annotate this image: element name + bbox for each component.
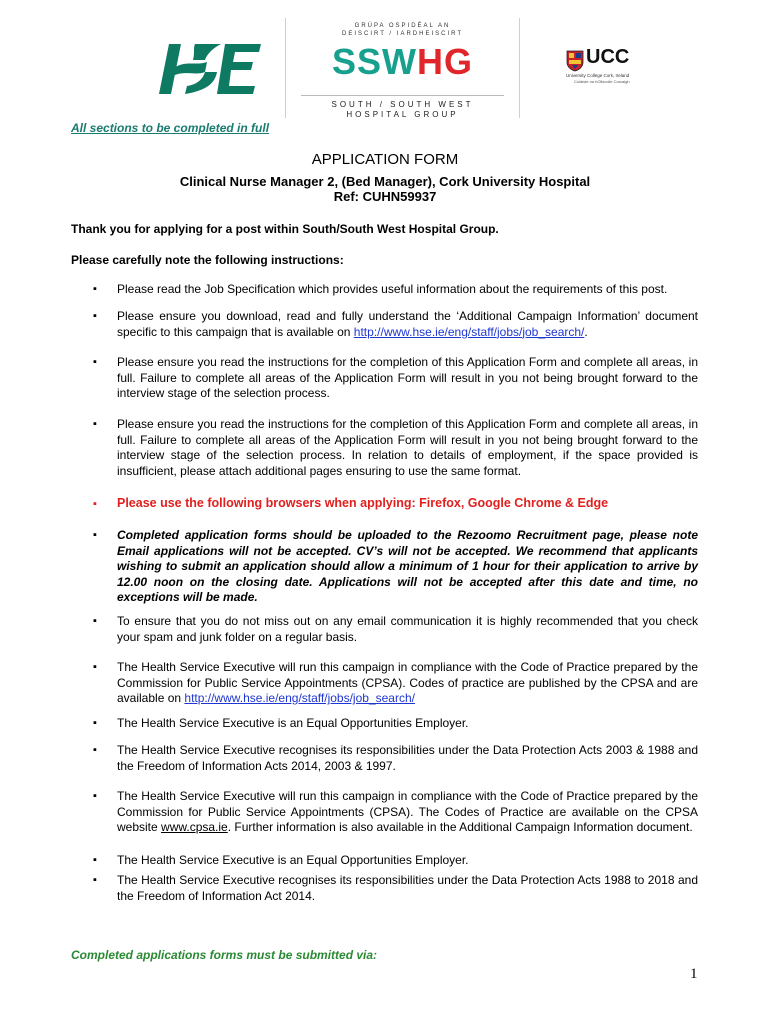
page-title: APPLICATION FORM	[311, 151, 459, 168]
bullet-icon: ▪	[93, 874, 97, 886]
bullet-icon: ▪	[93, 310, 97, 322]
bullet-icon: ▪	[93, 283, 97, 295]
bullet-icon: ▪	[93, 615, 97, 627]
sswhg-wordmark	[285, 42, 520, 82]
svg-text:HSE: HSE	[209, 98, 213, 99]
sswhg-irish-line2: DEISCIRT / IARDHEISCIRT	[341, 31, 463, 37]
instruction-item-3: Please ensure you read the instructions for the completion of this Application Form and complete all areas, in full. Failure to complete all areas of the Application Form will result in you not being brought forward to the interview stage of the selection process.	[117, 355, 698, 400]
post-subtitle	[0, 174, 770, 204]
instruction-item-1: Please read the Job Specification which provides useful information about the requirements of this post.	[117, 282, 668, 296]
cpsa-codes-link[interactable]: http://www.hse.ie/eng/staff/jobs/job_search/	[184, 691, 415, 705]
sswhg-wordmark-ssw: SSW	[331, 41, 417, 82]
instruction-item-8-text: The Health Service Executive will run this campaign in compliance with the Code of Practice prepared by the Commission for Public Service Appointments (CPSA). Codes of practice are published by the CPSA and are available on	[117, 660, 698, 705]
bullet-icon: ▪	[93, 661, 97, 673]
sswhg-english-line2: HOSPITAL GROUP	[346, 110, 459, 119]
post-reference: Ref: CUHN59937	[333, 189, 437, 204]
cpsa-website-link[interactable]: www.cpsa.ie	[161, 820, 228, 834]
hse-logo	[155, 38, 267, 100]
bullet-icon: ▪	[93, 744, 97, 756]
instruction-item-10: The Health Service Executive recognises its responsibilities under the Data Protection Acts 2003 & 1988 and the Freedom of Information Acts 2014, 2003 & 1997.	[117, 743, 698, 773]
instruction-item-12: The Health Service Executive is an Equal Opportunities Employer.	[117, 853, 469, 867]
bullet-icon: ▪	[93, 418, 97, 430]
instruction-item-2-text: Please ensure you download, read and fully understand the ‘Additional Campaign Information’ document specific to this campaign that is available on	[117, 309, 698, 339]
ucc-english-name: University College Cork, Ireland	[566, 73, 630, 78]
sswhg-english-name	[285, 100, 520, 120]
bullet-icon: ▪	[93, 498, 97, 510]
instruction-item-4: Please ensure you read the instructions for the completion of this Application Form and complete all areas, in full. Failure to complete all areas of the Application Form will result in you not being brought forward to the interview stage of the selection process. In relation to details of employment, if the space provided is insufficient, please attach additional pages ensuring to use the same format.	[117, 417, 698, 478]
instruction-item-11	[117, 789, 698, 836]
instructions-heading: Please carefully note the following instructions:	[71, 253, 344, 267]
hse-logo-graphic	[155, 38, 267, 100]
page-number: 1	[690, 966, 698, 982]
job-search-link[interactable]: http://www.hse.ie/eng/staff/jobs/job_search/	[353, 324, 585, 339]
sswhg-irish-name	[285, 22, 520, 38]
sswhg-irish-line1: GRÚPA OSPIDÉAL AN	[354, 23, 451, 29]
bullet-icon: ▪	[93, 529, 97, 541]
ucc-irish-name: Coláiste na hOllscoile Corcaigh	[574, 79, 630, 84]
bullet-icon: ▪	[93, 854, 97, 866]
bullet-icon: ▪	[93, 717, 97, 729]
instruction-item-13: The Health Service Executive recognises its responsibilities under the Data Protection Acts 1988 to 2018 and the Freedom of Information Act 2014.	[117, 873, 698, 903]
bullet-icon: ▪	[93, 356, 97, 368]
sswhg-logo	[285, 18, 520, 118]
sswhg-english-line1: SOUTH / SOUTH WEST	[331, 100, 474, 109]
browser-notice: Please use the following browsers when applying: Firefox, Google Chrome & Edge	[117, 496, 609, 510]
instruction-item-11-text: The Health Service Executive will run this campaign in compliance with the Code of Practice prepared by the Commission for Public Service Appointments (CPSA). The Codes of Practice are available on the CPSA website	[117, 789, 698, 834]
instruction-item-9: The Health Service Executive is an Equal Opportunities Employer.	[117, 716, 469, 730]
sswhg-wordmark-hg: HG	[417, 41, 473, 82]
bullet-icon: ▪	[93, 790, 97, 802]
ucc-crest-icon	[566, 50, 584, 72]
submission-method-heading: Completed applications forms must be submitted via:	[71, 948, 378, 962]
thank-you-text: Thank you for applying for a post within South/South West Hospital Group.	[71, 222, 499, 236]
ucc-logo	[566, 46, 656, 84]
instruction-item-11-end: . Further information is also available in the Additional Campaign Information document.	[227, 820, 693, 834]
submission-notice: Completed application forms should be uploaded to the Rezoomo Recruitment page, please note Email applications will not be accepted. CV’s will not be accepted. We recommend that applicants wishing to submit an application should allow a minimum of 1 hour for their application to arrive by 12.00 noon on the closing date. Applications will not be accepted after this date and time, no exceptions will be made.	[117, 528, 698, 604]
instruction-item-2	[117, 309, 698, 340]
post-title: Clinical Nurse Manager 2, (Bed Manager), Cork University Hospital	[179, 174, 591, 189]
instruction-item-7: To ensure that you do not miss out on any email communication it is highly recommended that you check your spam and junk folder on a regular basis.	[117, 614, 698, 644]
ucc-wordmark: UCC	[586, 46, 630, 68]
instruction-item-2-end: .	[584, 324, 588, 339]
sswhg-divider	[301, 95, 504, 96]
all-sections-notice: All sections to be completed in full	[71, 121, 270, 135]
instruction-item-8	[117, 660, 698, 707]
